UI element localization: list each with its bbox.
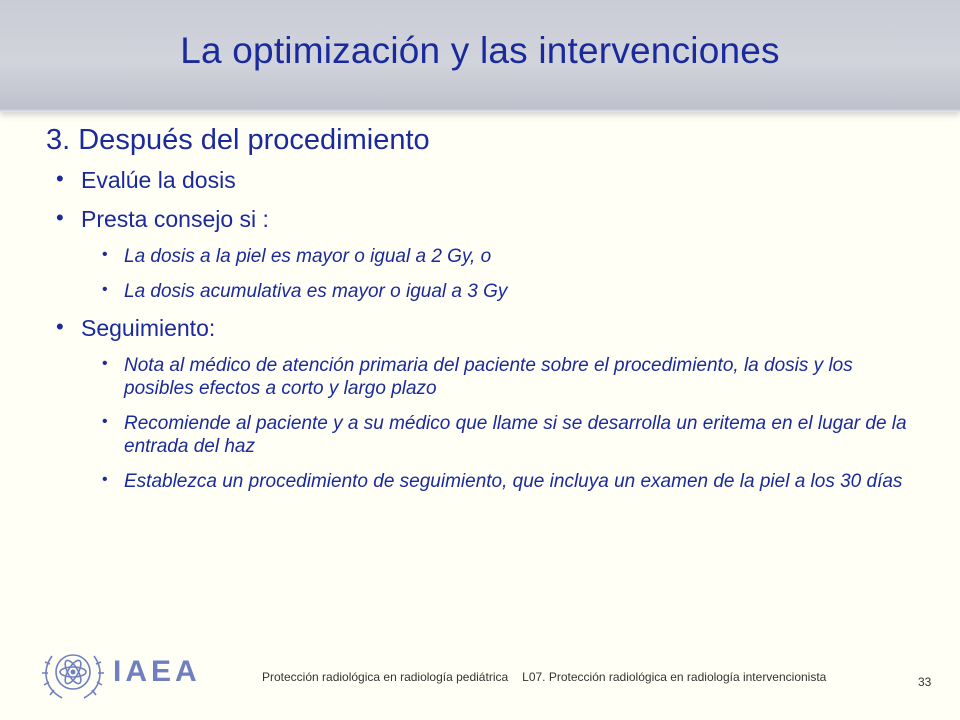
sub-bullet-item bbox=[46, 470, 926, 493]
sub-bullet-text: Nota al médico de atención primaria del paciente sobre el procedimiento, la dosis y los posibles efectos a corto y largo plazo bbox=[124, 355, 853, 399]
sub-bullet-item bbox=[46, 354, 926, 400]
bullet-dot-icon: • bbox=[102, 281, 108, 298]
section-heading: 3. Después del procedimiento bbox=[46, 124, 430, 156]
course-title: Protección radiológica en radiología pediátrica bbox=[262, 670, 509, 684]
sub-bullet-item bbox=[46, 245, 926, 268]
slide-content bbox=[46, 124, 926, 505]
header-edge bbox=[0, 108, 960, 112]
sub-bullet-item bbox=[46, 280, 926, 303]
bullet-dot-icon: • bbox=[102, 355, 108, 372]
sub-bullet-text: Establezca un procedimiento de seguimiento, que incluya un examen de la piel a los 30 días bbox=[124, 471, 903, 492]
page-number: 33 bbox=[918, 675, 932, 689]
bullet-text: Seguimiento: bbox=[81, 315, 216, 341]
header-band bbox=[0, 0, 960, 112]
bullet-dot-icon: • bbox=[56, 166, 64, 191]
lecture-title: L07. Protección radiológica en radiología intervencionista bbox=[522, 670, 827, 684]
sub-bullet-text: Recomiende al paciente y a su médico que llame si se desarrolla un eritema en el lugar de la entrada del haz bbox=[124, 413, 907, 457]
bullet-dot-icon: • bbox=[102, 471, 108, 488]
sub-bullet-text: La dosis acumulativa es mayor o igual a 3 Gy bbox=[124, 281, 508, 302]
bullet-dot-icon: • bbox=[56, 314, 64, 339]
iaea-logo-text: IAEA bbox=[113, 655, 201, 688]
bullet-text: Evalúe la dosis bbox=[81, 167, 236, 193]
bullet-text: Presta consejo si : bbox=[81, 206, 269, 232]
slide-title: La optimización y las intervenciones bbox=[180, 30, 780, 71]
bullet-item bbox=[46, 206, 926, 233]
footer-caption bbox=[262, 670, 826, 684]
bullet-item bbox=[46, 167, 926, 194]
bullet-dot-icon: • bbox=[102, 246, 108, 263]
sub-bullet-item bbox=[46, 412, 926, 458]
iaea-emblem-icon bbox=[38, 642, 108, 706]
bullet-dot-icon: • bbox=[56, 205, 64, 230]
sub-bullet-text: La dosis a la piel es mayor o igual a 2 Gy, o bbox=[124, 246, 492, 267]
bullet-dot-icon: • bbox=[102, 413, 108, 430]
bullet-item bbox=[46, 315, 926, 342]
